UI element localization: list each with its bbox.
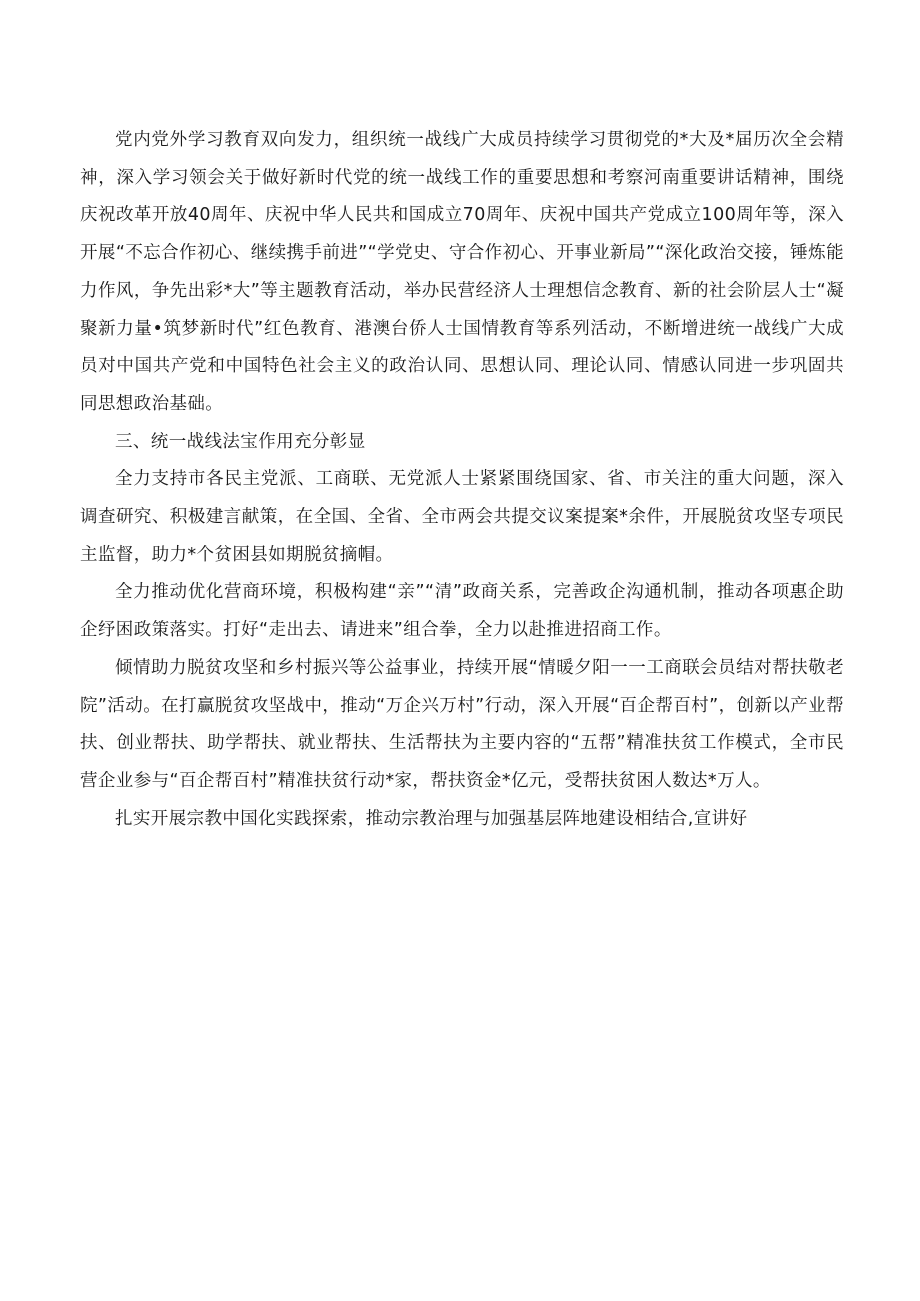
paragraph-religion: 扎实开展宗教中国化实践探索，推动宗教治理与加强基层阵地建设相结合,宣讲好 xyxy=(115,808,748,829)
paragraph-education: 党内党外学习教育双向发力，组织统一战线广大成员持续学习贯彻党的*大及*届历次全会精神，深入学习领会关于做好新时代党的统一战线工作的重要思想和考察河南重要讲话精神，围绕庆祝改革开放40周年、庆祝中华人民共和国成立70周年、庆祝中国共产党成立100周年等，深入开展“不忘合作初心、继续携手前进”“学党史、守合作初心、开事业新局”“深化政治交接，锤炼能力作风，争先出彩*大”等主题教育活动，举办民营经济人士理想信念教育、新的社会阶层人士“凝聚新力量•筑梦新时代”红色教育、港澳台侨人士国情教育等系列活动，不断增进统一战线广大成员对中国共产党和中国特色社会主义的政治认同、思想认同、理论认同、情感认同进一步巩固共同思想政治基础。 xyxy=(80,130,844,414)
paragraph-poverty-alleviation: 倾情助力脱贫攻坚和乡村振兴等公益事业，持续开展“情暖夕阳一一工商联会员结对帮扶敬老院”活动。在打赢脱贫攻坚战中，推动“万企兴万村”行动，深入开展“百企帮百村”，创新以产业帮扶、创业帮扶、助学帮扶、就业帮扶、生活帮扶为主要内容的“五帮”精准扶贫工作模式，全市民营企业参与“百企帮百村”精准扶贫行动*家，帮扶资金*亿元，受帮扶贫困人数达*万人。 xyxy=(80,657,844,791)
section-heading-three: 三、统一战线法宝作用充分彰显 xyxy=(115,431,366,452)
document-body xyxy=(80,122,844,838)
paragraph-business-environment: 全力推动优化营商环境，积极构建“亲”“清”政商关系，完善政企沟通机制，推动各项惠企助企纾困政策落实。打好“走出去、请进来”组合拳，全力以赴推进招商工作。 xyxy=(80,582,844,641)
paragraph-democratic-parties: 全力支持市各民主党派、工商联、无党派人士紧紧围绕国家、省、市关注的重大问题，深入调查研究、积极建言献策，在全国、全省、全市两会共提交议案提案*余件，开展脱贫攻坚专项民主监督，助力*个贫困县如期脱贫摘帽。 xyxy=(80,469,844,565)
